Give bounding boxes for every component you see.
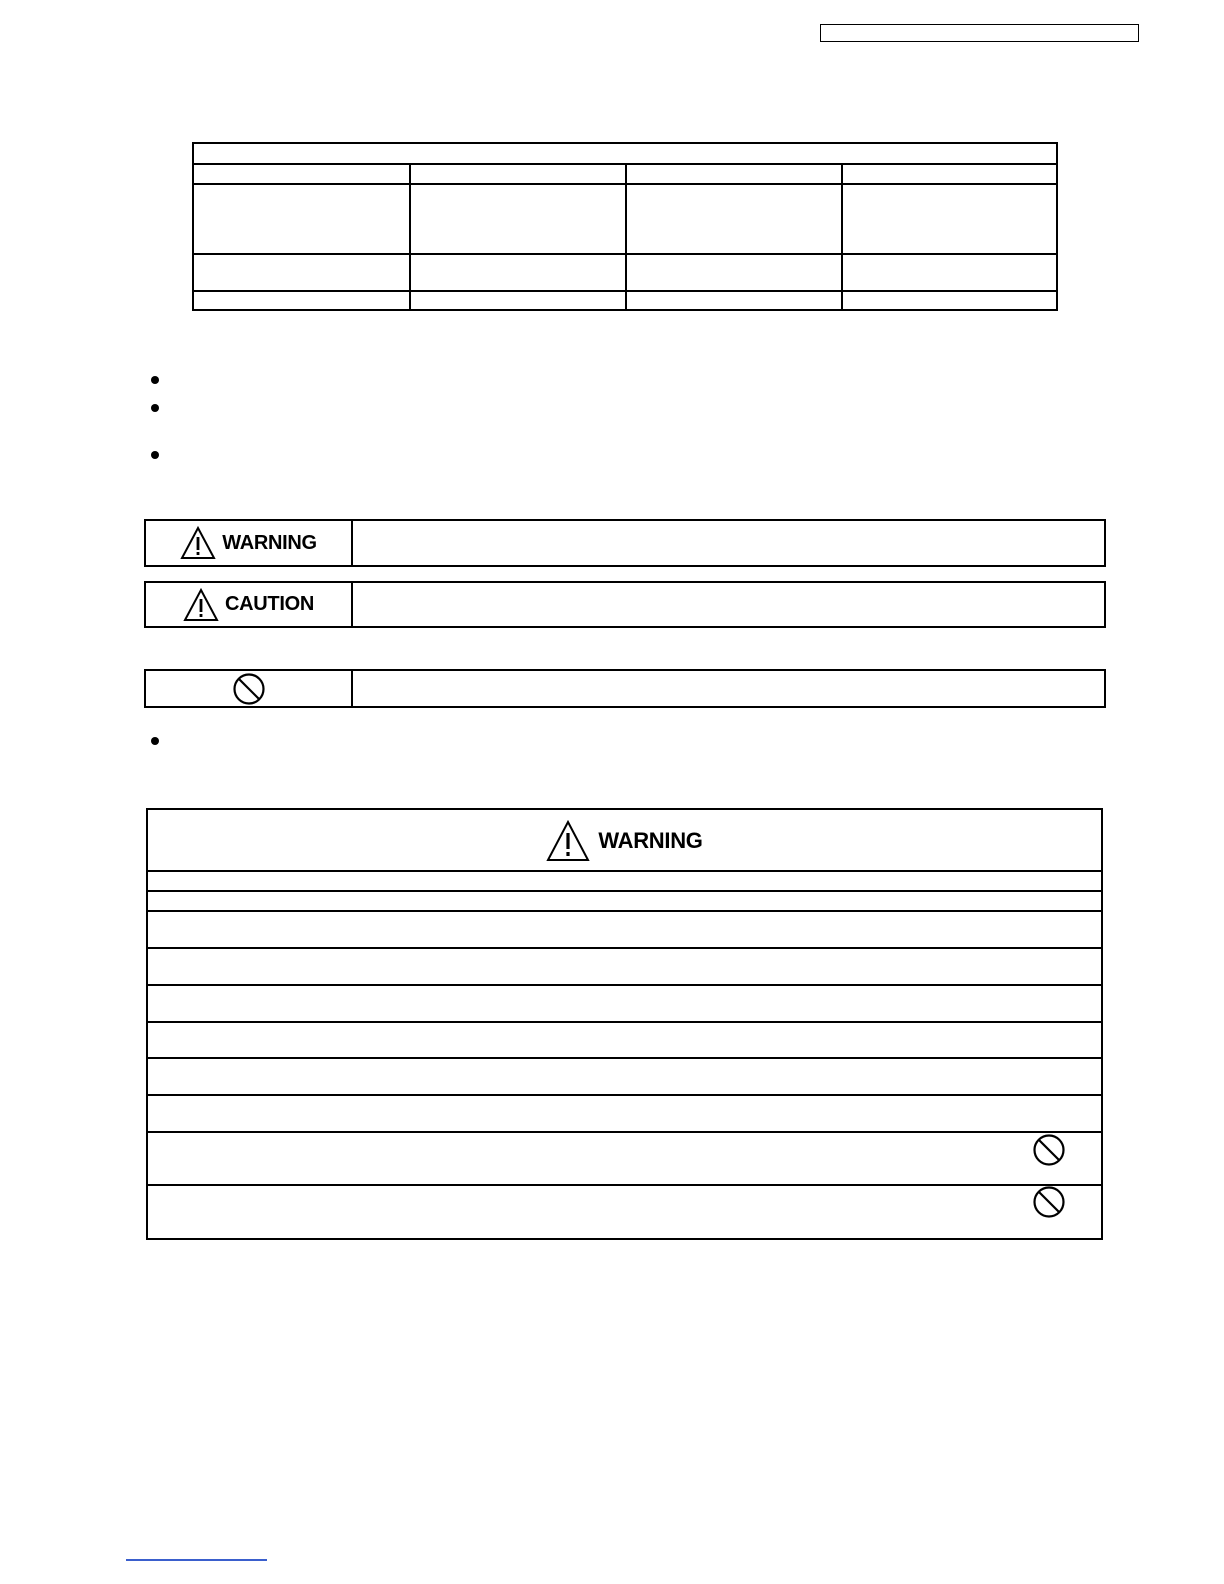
warning-table-row-divider — [148, 984, 1101, 986]
prohibited-symbol-box — [144, 669, 1106, 708]
warning-table — [146, 808, 1103, 1240]
warning-table-row-divider — [148, 1057, 1101, 1059]
warning-table-row-divider — [148, 890, 1101, 892]
warning-table-title — [148, 810, 1101, 871]
bullet — [151, 451, 159, 459]
spec-table-vline — [841, 163, 843, 309]
warning-table-row-divider — [148, 1021, 1101, 1023]
warning-label: WARNING — [222, 531, 317, 554]
caution-symbol-cell — [146, 583, 353, 626]
prohibited-icon — [232, 672, 266, 706]
warning-table-row-divider — [148, 910, 1101, 912]
warning-table-row-divider — [148, 1094, 1101, 1096]
header-box — [820, 24, 1139, 42]
warning-table-row-divider — [148, 1184, 1101, 1186]
bullet — [151, 404, 159, 412]
bullet — [151, 376, 159, 384]
warning-triangle-icon — [546, 820, 590, 862]
bullet — [151, 737, 159, 745]
prohibited-icon — [1032, 1133, 1066, 1167]
spec-table-vline — [625, 163, 627, 309]
footer-link[interactable] — [126, 1559, 267, 1561]
spec-table-vline — [409, 163, 411, 309]
warning-table-row-divider — [148, 947, 1101, 949]
warning-symbol-box — [144, 519, 1106, 567]
warning-table-row-divider — [148, 870, 1101, 872]
spec-table — [192, 142, 1058, 311]
caution-symbol-box — [144, 581, 1106, 628]
caution-label: CAUTION — [224, 593, 314, 615]
prohibited-symbol-cell — [146, 671, 353, 706]
warning-table-title-label: WARNING — [598, 827, 703, 853]
warning-triangle-icon — [183, 588, 219, 622]
prohibited-icon — [1032, 1185, 1066, 1219]
warning-table-row-divider — [148, 1131, 1101, 1133]
warning-triangle-icon — [180, 526, 216, 560]
warning-symbol-cell — [146, 521, 353, 565]
